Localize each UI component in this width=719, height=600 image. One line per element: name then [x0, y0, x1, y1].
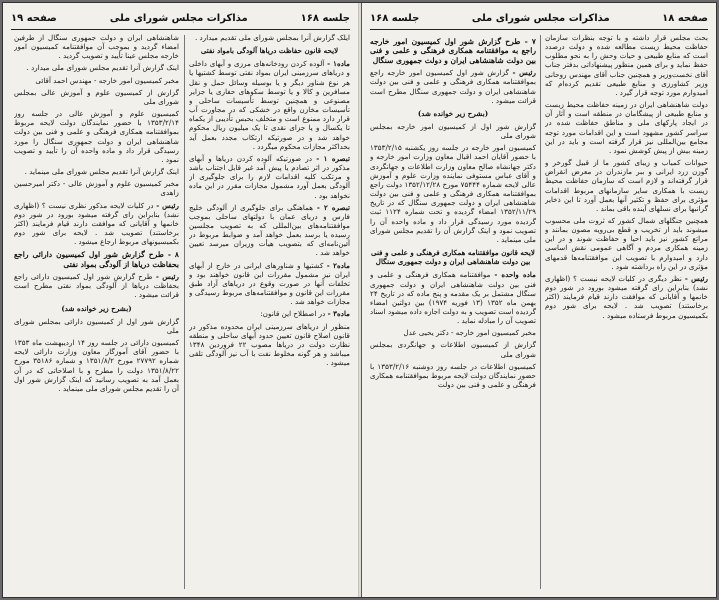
page-number: صفحه ۱۸: [662, 12, 708, 24]
publication-title: مذاکرات مجلس شورای ملی: [471, 12, 610, 24]
paragraph-label: رئیس -: [512, 68, 536, 78]
paragraph: [14, 201, 179, 247]
paragraph-text: اینک گزارش آنرا تقدیم مجلس شورای ملی میدارد .: [26, 63, 179, 73]
paragraph-text: (بشرح زیر خوانده شد): [417, 108, 489, 118]
paragraph: [545, 158, 708, 213]
paragraph-text: هماهنگی برای جلوگیری از آلودگی خلیج فارس و دریای عمان با دولتهای ساحلی بموجب موافقتنامه‌های بین‌المللی که به تصویب مجلسین رسیده یا برسد بعمل خواهد آمد و ضوابط مربوط در آئین‌نامه‌ای که بتصویب هیأت وزیران میرسد تعیین خواهد شد .: [189, 202, 350, 258]
paragraph-text: مخبر کمیسیون امور خارجه - مهندس احمد آقائی: [35, 75, 179, 85]
paragraph-text: کمیسیون علوم و آموزش عالی در جلسه روز ۱۳۵۳/۲/۱۴ با حضور نمایندگان دولت لایحه مربوط بموافقتنامه همکاری فرهنگی و علمی و فنی بین دولت شاهنشاهی ایران و دولت جمهوری سنگال را مورد رسیدگی قرار داد و ماده واحده آن را تأیید و تصویب نمود .: [14, 109, 179, 164]
paragraph-text: در کلیات لایحه مذکور نظری نیست ؟ (اظهاری نشد) بنابراین رای گرفته میشود بورود در شور دوم خانمها و آقایانی که موافقت دارند قیام فرمایند (اکثر برخاستند) تصویب شد . لایحه برای شور دوم بکمیسیونهای مربوط ارجاع میشود .: [14, 200, 179, 247]
paragraph-label: رئیس -: [684, 273, 708, 283]
paragraph: [14, 179, 179, 197]
paragraph: [370, 340, 536, 358]
agenda-heading: [370, 37, 536, 65]
paragraph: [370, 68, 536, 105]
paragraph-text: گزارش شور اول از کمیسیون امور خارجه بمجلس شورای ملی: [370, 122, 536, 141]
paragraph-label: ماده۱ -: [327, 59, 350, 69]
paragraph-text: اینک گزارش آنرا تقدیم مجلس شورای ملی مینماید .: [24, 167, 179, 177]
paragraph: [189, 59, 350, 151]
paragraph: [14, 272, 179, 299]
paragraph-text: کمیسیون اطلاعات در جلسه روز دوشنبه ۱۳۵۳/۲/۱۶ با حضور نمایندگان دولت لایحه مربوط بموافقتنامه همکاری فرهنگی و علمی و فنی بین دولت: [370, 361, 536, 390]
paragraph: [370, 270, 536, 325]
paragraph-text: گزارش شور اول کمیسیون امور خارجه راجع بموافقتنامه همکاری فرهنگی و علمی و فنی بین دولت شاهنشاهی ایران و دولت جمهوری سنگال مطرح است قرائت میشود .: [370, 68, 536, 105]
paragraph: [545, 33, 708, 97]
paragraph-label: ماده واحده -: [494, 270, 536, 280]
paragraph-text: ۷ - طرح گزارش شور اول کمیسیون امور خارجه راجع به موافقتنامه همکاری فرهنگی و علمی و فنی بین دولت شاهنشاهی ایران و دولت جمهوری سنگال: [370, 37, 536, 65]
paragraph-text: کمیسیون امور خارجه در جلسه روز یکشنبه ۱۳۵۳/۲/۱۵ با حضور آقایان احمد اقبال معاون وزارت امور خارجه و دکتر جهانشاه صالح معاون وزارت اطلاعات و جهانگردی و آقای عباس مستوفی نماینده وزارت علوم و آموزش عالی لایحه شماره ۷۵۴۴۴ مورخ ۱۳۵۲/۱۲/۲۸ دولت راجع بموافقتنامه همکاری فرهنگی و علمی و فنی بین دولت شاهنشاهی ایران و دولت جمهوری سنگال که در تاریخ ۱۳۵۲/۱۱/۲۹ امضاء گردیده و تحت شماره ۱۱۲۴ ثبت گردیده مورد رسیدگی قرار داد و ماده واحده آن را تصویب نمود و اینک گزارش آن را تقدیم مجلس شورای ملی مینماید .: [370, 143, 536, 244]
left-page: [3, 3, 359, 597]
paragraph: [189, 203, 350, 258]
text-column-left: [14, 33, 179, 591]
paragraph: [14, 88, 179, 106]
paragraph-text: در صورتیکه آلوده کردن دریاها و آبهای مذکور در اثر تصادم یا پیش آمد غیر قابل اجتناب باشد و مرتکب کلیه اقدامات لازم را برای جلوگیری از آلودگی بعمل آورد مشمول مجازات مقرر در این ماده نخواهد بود .: [189, 153, 350, 200]
paragraph-text: (بشرح زیر خوانده شد): [61, 303, 132, 313]
paragraph-text: دولت شاهنشاهی ایران در زمینه حفاظت محیط زیست و منابع طبیعی از پیشگامان در منطقه است و آثار آن در ایجاد پارکهای ملی و مناطق حفاظت شده در سراسر کشور مشهود است و این اقدامات مورد توجه مجامع بین‌المللی نیز قرار گرفته است و باید در این زمینه بیش از پیش کوشش نمود .: [545, 100, 708, 155]
text-column-left: [370, 33, 536, 591]
paragraph-text: در اصطلاح این قانون:: [260, 309, 326, 319]
text-column-right: [189, 33, 350, 591]
session-number: جلسه ۱۶۸: [300, 12, 350, 24]
paragraph: [189, 33, 350, 42]
document-spread: [2, 2, 717, 598]
paragraph-text: کمیسیون دارائی در جلسه روز ۱۴ اردیبهشت ماه ۱۳۵۳ با حضور آقای آموزگار معاون وزارت دارائی لایحه شماره ۲۷۷۹۲ مورخ ۱۳۵۱/۸/۲ و شماره ۳۵۱۸۶ مورخ ۱۳۵۱/۸/۲۲ دولت را مطرح و با اصلاحاتی که در آن بعمل آمد به تصویب رسانید که اینک گزارش شور اول آن را تقدیم مجلس شورای ملی مینماید .: [14, 338, 179, 393]
page-header: [11, 7, 350, 30]
paragraph: [14, 76, 179, 85]
paragraph: [14, 317, 179, 335]
paragraph: [370, 362, 536, 389]
paragraph-label: تبصره ۲ -: [316, 202, 350, 212]
paragraph-text: منظور از دریاهای سرزمینی ایران محدوده مذکور در قانون اصلاح قانون تعیین حدود آبهای ساحلی و منطقه نظارت دولت در دریاها مصوب ۲۲ فروردین ۱۳۴۸ میباشد و هر گونه مخلوط نفت با آب نیز آلودگی تلقی میشود .: [189, 321, 350, 368]
paragraph: [370, 143, 536, 244]
paragraph: [14, 109, 179, 164]
page-header: [370, 7, 708, 30]
page-number: صفحه ۱۹: [11, 12, 57, 24]
paragraph-text: لایحه قانون حفاظت دریاها آلودگی بامواد نفتی: [200, 46, 339, 56]
paragraph-label: ماده۳ -: [327, 309, 350, 319]
paragraph-text: موافقتنامه همکاری فرهنگی و علمی و فنی بین دولت شاهنشاهی ایران و دولت جمهوری سنگال مشتمل بر یک مقدمه و پنج ماده که در تاریخ ۲۴ بهمن ماه ۱۳۵۲ (۱۳ فوریه ۱۹۷۴) بین دولتین امضاء گردیده است تصویب و به دولت اجازه داده میشود اسناد تصویب آن را مبادله نماید .: [370, 270, 536, 326]
paragraph-text: نظر دیگری در کلیات لایحه نیست ؟ (اظهاری نشد) بنابراین رای گرفته میشود بورود در شور دوم خانمها و آقایانی که موافقت دارند قیام فرمایند (اکثر برخاستند) تصویب شد . لایحه برای شور دوم بکمیسیون مربوط فرستاده میشود .: [545, 273, 708, 320]
text-column-right: [545, 33, 708, 591]
paragraph-text: گزارش از کمیسیون علوم و آموزش عالی بمجلس شورای ملی: [14, 87, 179, 106]
paragraph: [545, 100, 708, 155]
paragraph-label: رئیس -: [155, 272, 179, 282]
section-caption: [189, 46, 350, 55]
paragraph: [14, 63, 179, 72]
paragraph-text: طرح گزارش شور اول کمیسیون دارائی راجع بحفاظت دریاها از آلودگی بمواد نفتی مطرح است قرائت میشود .: [14, 272, 179, 300]
paragraph-label: ماده۲ -: [326, 260, 350, 270]
column-divider: [540, 35, 541, 589]
paragraph: [370, 328, 536, 337]
column-divider: [184, 35, 185, 589]
paragraph: [14, 167, 179, 176]
paragraph: [14, 338, 179, 393]
paragraph-text: گزارش از کمیسیون اطلاعات و جهانگردی بمجلس شورای ملی: [370, 340, 536, 359]
paragraph: [189, 322, 350, 368]
agenda-heading: [14, 250, 179, 269]
paragraph: [545, 216, 708, 271]
paragraph-text: آلوده کردن رودخانه‌های مرزی و آبهای داخلی و دریاهای سرزمینی ایران بمواد نفتی توسط کشتیها یا هر نوع شناور دیگر و یا بوسیله وسائل حمل و نقل مسافرین و کالا و یا توسط سکوهای حفاری یا جزایر مصنوعی و همچنین توسط تأسیسات ساحلی و تأسیسات مخازن واقع در خشکی که در مجاورت آب قرار دارد ممنوع است و متخلف بحبس تأدیبی از یکماه تا یکسال و یا جزای نقدی تا یک میلیون ریال محکوم خواهد شد و در صورتیکه ارتکاب مجدد بعمل آید بحداکثر مجازات محکوم میگردد .: [189, 59, 350, 151]
section-caption: [370, 248, 536, 266]
paragraph-text: کشتیها و شناورهای ایرانی در خارج از آبهای ایران نیز مشمول مقررات این قانون خواهند بود و تخلفات آنها در صورت وقوع در دریاهای آزاد طبق مقررات این قانون و موافقتنامه‌های مربوط رسیدگی و مجازات خواهد شد .: [189, 260, 350, 307]
paragraph-text: گزارش شور اول از کمیسیون دارائی بمجلس شورای ملی: [14, 316, 179, 335]
paragraph-text: همچنین جنگلهای شمال کشور که ثروت ملی محسوب میشوند باید از تخریب و قطع بی‌رویه مصون بمانند و مراتع کشور نیز باید احیا و حفاظت شوند و در این زمینه همکاری مردم و آگاهی عمومی نقش اساسی دارد و امیدوارم با تصویب این موافقتنامه‌ها قدمهای مؤثری در این راه برداشته شود .: [545, 215, 708, 271]
section-caption: [14, 304, 179, 313]
paragraph: [189, 261, 350, 307]
paragraph-text: مخبر کمیسیون علوم و آموزش عالی - دکتر امیرحسین زاهدی: [14, 179, 179, 198]
paragraph-text: حیوانات کمیاب و زیبای کشور ما از قبیل گورخر و گوزن زرد ایرانی و ببر مازندران در معرض انقراض قرار گرفته‌اند و لازم است که سازمان حفاظت محیط زیست با همکاری سایر سازمانهای مربوط اقدامات مؤثری برای حفظ و تکثیر آنها بعمل آورد تا این ذخایر گرانبها برای نسلهای آینده باقی بماند .: [545, 158, 708, 213]
paragraph-label: تبصره ۱ -: [316, 153, 350, 163]
paragraph-text: شاهنشاهی ایران و دولت جمهوری سنگال از طرفین امضاء گردید و بموجب آن موافقتنامه کمیسیون امور خارجه مجلس عینا تأیید و تصویب گردید .: [14, 33, 179, 61]
paragraph: [545, 274, 708, 320]
paragraph-text: لایحه قانون موافقتنامه همکاری فرهنگی و علمی و فنی بین دولت شاهنشاهی ایران و دولت جمهوری سنگال: [371, 248, 535, 267]
session-number: جلسه ۱۶۸: [370, 12, 420, 24]
section-caption: [370, 109, 536, 118]
publication-title: مذاکرات مجلس شورای ملی: [109, 12, 248, 24]
paragraph-text: ایلک گزارش آنرا بمجلس شورای ملی تقدیم میدارد .: [194, 33, 350, 42]
paragraph: [14, 33, 179, 60]
right-page: [361, 3, 716, 597]
paragraph-text: ۸ - طرح گزارش شور اول کمیسیون دارائی راجع بحفاظت دریاها از آلودگی بمواد نفتی: [14, 250, 179, 269]
paragraph-text: بحث مجلس قرار داشته و با توجه بنظرات سازمان حفاظت محیط زیست مطالعه شده و دولت درصدد است که منابع طبیعی و حیات وحش را به نحو مطلوب حفظ نماید و برای همین منظور پیشنهاداتی بدفتر جناب آقای نخست‌وزیر و همچنین جناب آقای مهندس روحانی وزیر کشاورزی و منابع طبیعی تقدیم کرده‌ام که امیدوارم مورد توجه قرار گیرد .: [545, 33, 708, 97]
paragraph: [189, 309, 350, 318]
paragraph-text: مخبر کمیسیون امور خارجه - دکتر یحیی عدل: [403, 328, 536, 338]
paragraph-label: رئیس -: [156, 200, 179, 210]
paragraph: [189, 154, 350, 200]
paragraph: [370, 122, 536, 140]
